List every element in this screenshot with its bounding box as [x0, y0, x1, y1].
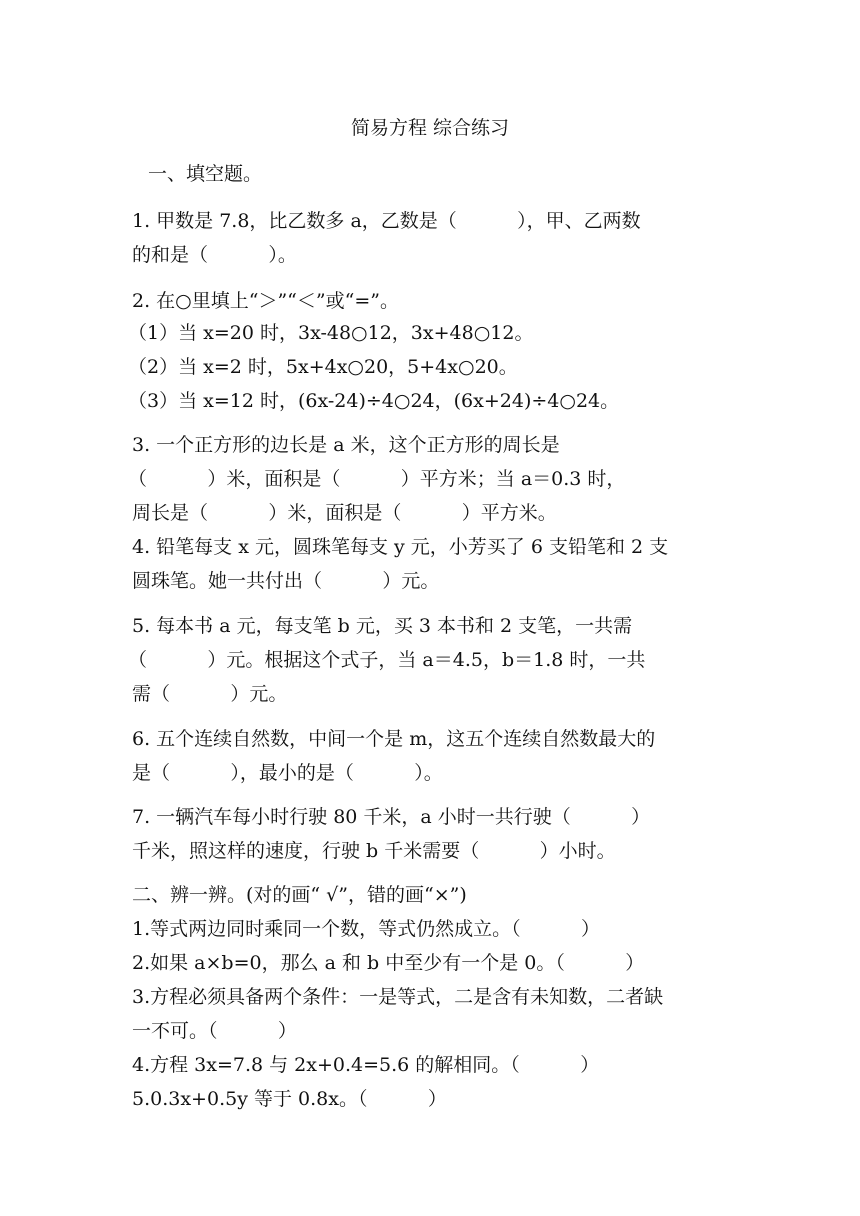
judge-item-3-line-1: 3.方程必须具备两个条件：一是等式，二是含有未知数，二者缺: [132, 986, 664, 1008]
question-2-item-2: （2）当 x=2 时，5x+4x○20，5+4x○20。: [128, 356, 518, 378]
judge-item-5: 5.0.3x+0.5y 等于 0.8x。（ ）: [132, 1088, 447, 1110]
judge-item-3-line-2: 一不可。（ ）: [132, 1020, 297, 1042]
question-3-line-1: 3. 一个正方形的边长是 a 米，这个正方形的周长是: [132, 434, 560, 456]
section-heading-true-false: 二、辨一辨。(对的画“ √”，错的画“×”): [132, 884, 467, 906]
question-6-line-1: 6. 五个连续自然数，中间一个是 m，这五个连续自然数最大的: [132, 728, 656, 750]
question-7-line-2: 千米，照这样的速度，行驶 b 千米需要（ ）小时。: [132, 840, 616, 862]
judge-item-1: 1.等式两边同时乘同一个数，等式仍然成立。（ ）: [132, 918, 601, 940]
page-title: 简易方程 综合练习: [350, 117, 510, 139]
question-5-line-1: 5. 每本书 a 元，每支笔 b 元，买 3 本书和 2 支笔，一共需: [132, 615, 633, 637]
question-4-line-1: 4. 铅笔每支 x 元，圆珠笔每支 y 元，小芳买了 6 支铅笔和 2 支: [132, 536, 669, 558]
question-2-item-3: （3）当 x=12 时，(6x-24)÷4○24，(6x+24)÷4○24。: [128, 390, 620, 412]
judge-item-2: 2.如果 a×b=0，那么 a 和 b 中至少有一个是 0。（ ）: [132, 952, 645, 974]
question-7-line-1: 7. 一辆汽车每小时行驶 80 千米，a 小时一共行驶（ ）: [132, 806, 651, 828]
judge-item-4: 4.方程 3x=7.8 与 2x+0.4=5.6 的解相同。（ ）: [132, 1054, 600, 1076]
section-heading-fill-in: 一、填空题。: [148, 163, 263, 185]
question-3-line-2: （ ）米，面积是（ ）平方米；当 a＝0.3 时，: [128, 468, 626, 490]
question-3-line-3: 周长是（ ）米，面积是（ ）平方米。: [132, 502, 557, 524]
question-5-line-2: （ ）元。根据这个式子，当 a＝4.5，b＝1.8 时，一共: [128, 649, 646, 671]
question-1-line-2: 的和是（ ）。: [132, 244, 297, 266]
question-5-line-3: 需（ ）元。: [132, 683, 288, 705]
question-4-line-2: 圆珠笔。她一共付出（ ）元。: [132, 570, 440, 592]
question-6-line-2: 是（ ），最小的是（ ）。: [132, 762, 443, 784]
question-2-item-1: （1）当 x=20 时，3x-48○12，3x+48○12。: [128, 322, 534, 344]
question-2-stem: 2. 在○里填上“＞”“＜”或“=”。: [132, 290, 399, 312]
question-1-line-1: 1. 甲数是 7.8，比乙数多 a，乙数是（ ），甲、乙两数: [132, 210, 641, 232]
